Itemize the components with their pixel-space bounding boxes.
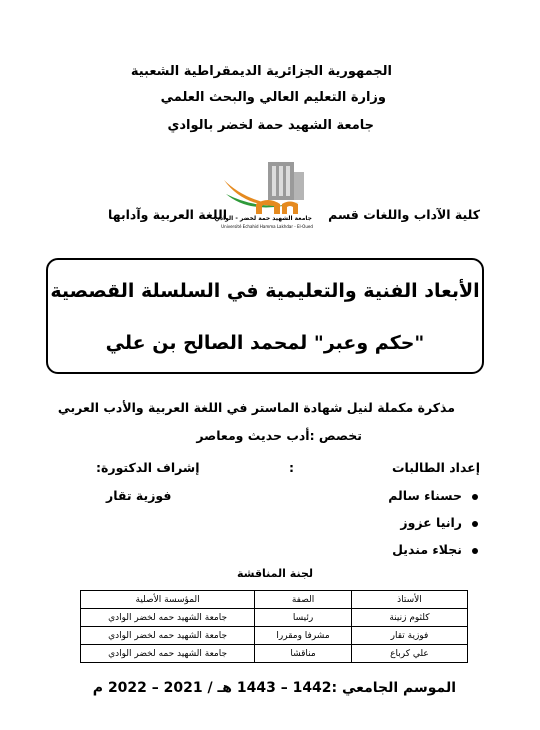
student-item [400,515,478,530]
supervisor-name: فوزية تقار [106,488,172,503]
prepared-by-colon: : [289,460,294,475]
university-logo [214,158,313,238]
professor-cell: فوزية تقار [351,627,467,645]
specialty: تخصص :أدب حديث ومعاصر [196,428,362,443]
bullet-icon [472,548,478,554]
bullet-icon [472,521,478,527]
header-professor: الأستاذ [351,591,467,609]
header-republic: الجمهورية الجزائرية الديمقراطية الشعبية [130,64,392,79]
committee-title: لجنة المناقشة [236,567,313,580]
table-row [81,609,468,627]
header-university: جامعة الشهيد حمة لخضر بالوادي [167,118,374,133]
table-header-row [81,591,468,609]
table-row [81,627,468,645]
supervisor-label: إشراف الدكتورة: [96,460,200,475]
institution-cell: جامعة الشهيد حمه لخضر الوادي [81,627,255,645]
professor-cell: علي كرباع [351,645,467,663]
prepared-by-label: إعداد الطالبات [392,460,480,475]
table-row [81,645,468,663]
professor-cell: كلثوم زنينة [351,609,467,627]
department-name: اللغة العربية وآدابها [108,207,228,222]
logo-text-fr: Université Echahid Hamma Lakhdar - El-Oued [221,224,313,229]
thesis-title-box [46,258,484,374]
header-institution: المؤسسة الأصلية [81,591,255,609]
student-item [388,488,478,503]
faculty-label: كلية الآداب واللغات قسم [328,207,480,222]
thesis-title-line2: "حكم وعبر" لمحمد الصالح بن علي [105,332,425,354]
thesis-title-line1: الأبعاد الفنية والتعليمية في السلسلة القصصية [50,280,480,302]
header-ministry: وزارة التعليم العالي والبحث العلمي [160,90,386,105]
role-cell: مناقشا [255,645,352,663]
bullet-icon [472,494,478,500]
memo-description: مذكرة مكملة لنيل شهادة الماستر في اللغة العربية والأدب العربي [57,400,455,415]
logo-text-ar: جامعة الشهيد حمة لخضر - الوادي [214,215,312,222]
header-role: الصفة [255,591,352,609]
student-item [392,542,478,557]
student-name: نجلاء منديل [392,542,462,557]
institution-cell: جامعة الشهيد حمه لخضر الوادي [81,645,255,663]
committee-table [80,590,468,663]
role-cell: رئيسا [255,609,352,627]
student-name: رانيا عزوز [400,515,462,530]
academic-season: الموسم الجامعي :1442 – 1443 هـ / 2021 – 2022 م [92,680,456,696]
student-name: حسناء سالم [388,488,462,503]
role-cell: مشرفا ومقررا [255,627,352,645]
institution-cell: جامعة الشهيد حمه لخضر الوادي [81,609,255,627]
